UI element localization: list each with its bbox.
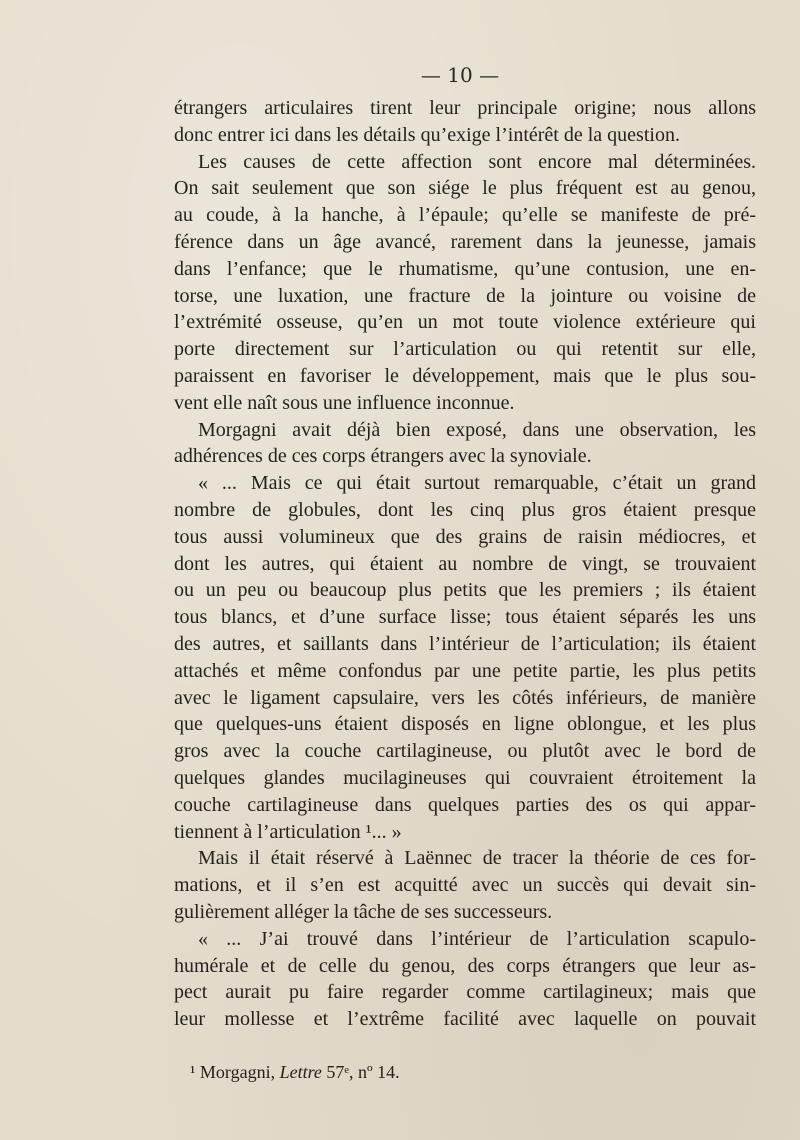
text-line: des autres, et saillants dans l’intérieur de l’articulation; ils étaient [174, 632, 756, 655]
text-line: humérale et de celle du genou, des corps étrangers que leur as- [174, 954, 756, 977]
text-line: tous aussi volumineux que des grains de raisin médiocres, et [174, 525, 756, 548]
footnote-marker: ¹ [190, 1062, 196, 1082]
text-line: On sait seulement que son siége le plus fréquent est au genou, [174, 177, 756, 200]
text-line: paraissent en favoriser le développement, mais que le plus sou- [174, 364, 756, 387]
text-line: dont les autres, qui étaient au nombre de vingt, se trouvaient [174, 552, 756, 575]
footnote-reference: 57ᵉ, nº 14. [326, 1062, 400, 1082]
text-line: « ... Mais ce qui était surtout remarquable, c’était un grand [198, 472, 756, 495]
body-text [174, 95, 756, 1033]
text-line: l’extrémité osseuse, qu’en un mot toute violence extérieure qui [174, 311, 756, 334]
text-line: gros avec la couche cartilagineuse, ou plutôt avec le bord de [174, 740, 756, 763]
text-line: attachés et même confondus par une petite partie, les plus petits [174, 659, 756, 682]
text-line: avec le ligament capsulaire, vers les côtés inférieurs, de manière [174, 686, 756, 709]
page-number: — 10 — [420, 63, 500, 87]
text-line: gulièrement alléger la tâche de ses successeurs. [174, 900, 553, 923]
text-line: tous blancs, et d’une surface lisse; tous étaient séparés les uns [174, 606, 756, 629]
footnote-author: Morgagni, [199, 1062, 276, 1082]
text-line: tiennent à l’articulation ¹... » [174, 820, 402, 843]
text-line: porte directement sur l’articulation ou qui retentit sur elle, [174, 338, 756, 361]
text-line: vent elle naît sous une influence inconnue. [174, 391, 515, 414]
text-line: Mais il était réservé à Laënnec de tracer la théorie de ces for- [198, 847, 756, 870]
text-line: étrangers articulaires tirent leur principale origine; nous allons [174, 97, 756, 119]
text-line: torse, une luxation, une fracture de la jointure ou voisine de [174, 284, 756, 307]
text-line: leur mollesse et l’extrême facilité avec laquelle on pouvait [174, 1008, 756, 1031]
text-line: Morgagni avait déjà bien exposé, dans une observation, les [198, 418, 756, 441]
text-line: mations, et il s’en est acquitté avec un succès qui devait sin- [174, 874, 756, 897]
text-line: Les causes de cette affection sont encore mal déterminées. [198, 150, 756, 173]
text-line: adhérences de ces corps étrangers avec la synoviale. [174, 445, 592, 468]
text-line: nombre de globules, dont les cinq plus gros étaient presque [174, 498, 756, 521]
text-line: couche cartilagineuse dans quelques parties des os qui appar- [174, 793, 756, 816]
text-line: férence dans un âge avancé, rarement dans la jeunesse, jamais [174, 230, 756, 253]
text-line: que quelques-uns étaient disposés en ligne oblongue, et les plus [174, 713, 756, 736]
text-line: quelques glandes mucilagineuses qui couvraient étroitement la [174, 766, 756, 789]
text-line: ou un peu ou beaucoup plus petits que les premiers ; ils étaient [174, 579, 756, 602]
text-line: pect aurait pu faire regarder comme cartilagineux; mais que [174, 981, 756, 1004]
text-line: au coude, à la hanche, à l’épaule; qu’elle se manifeste de pré- [174, 204, 756, 227]
footnote-work: Lettre [279, 1062, 322, 1082]
text-line: donc entrer ici dans les détails qu’exige l’intérêt de la question. [174, 123, 680, 146]
text-line: « ... J’ai trouvé dans l’intérieur de l’articulation scapulo- [198, 927, 756, 950]
text-line: dans l’enfance; que le rhumatisme, qu’une contusion, une en- [174, 257, 756, 280]
footnote [190, 1062, 400, 1083]
